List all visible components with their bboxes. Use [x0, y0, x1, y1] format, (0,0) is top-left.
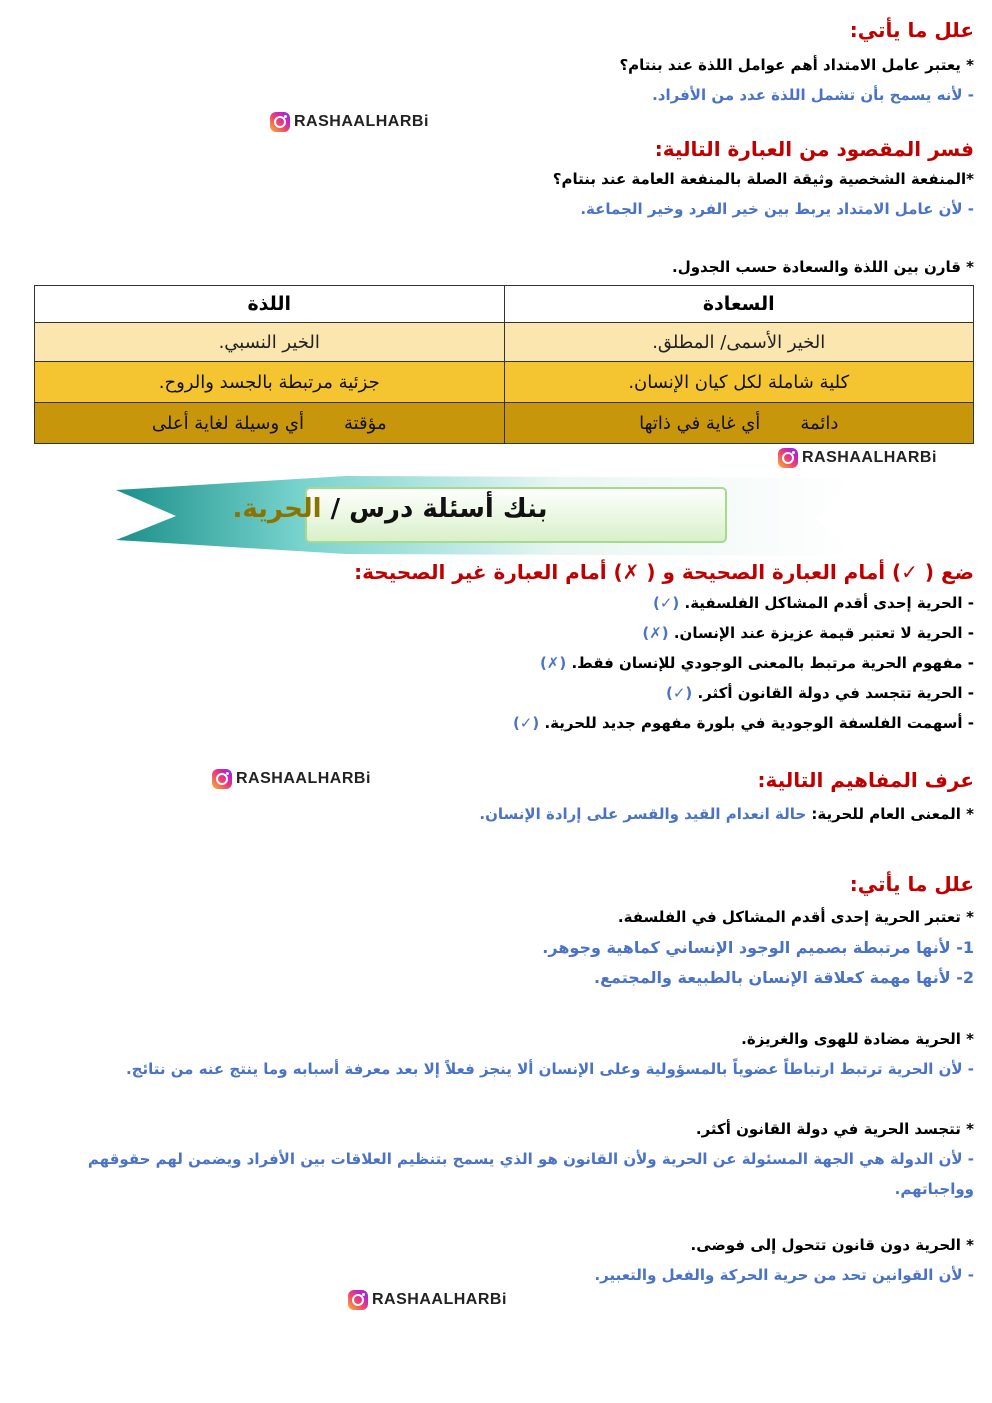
- instagram-watermark: RASHAALHARBi: [212, 769, 371, 789]
- column-header-happiness: السعادة: [504, 286, 974, 323]
- table-row: [35, 362, 974, 403]
- table-row: [35, 403, 974, 444]
- table-cell: الخير النسبي.: [35, 323, 505, 362]
- table-cell: دائمةأي غاية في ذاتها: [504, 403, 974, 444]
- instagram-icon: [348, 1290, 368, 1310]
- list-item: - أسهمت الفلسفة الوجودية في بلورة مفهوم جديد للحرية. (✓): [512, 714, 974, 732]
- instagram-watermark: RASHAALHARBi: [778, 448, 937, 468]
- section-heading-reasons-2: علل ما يأتي:: [849, 872, 974, 896]
- instagram-watermark: RASHAALHARBi: [270, 112, 429, 132]
- instagram-watermark: RASHAALHARBi: [348, 1290, 507, 1310]
- column-header-pleasure: اللذة: [35, 286, 505, 323]
- list-item: - الحرية تتجسد في دولة القانون أكثر. (✓): [665, 684, 974, 702]
- list-item: - مفهوم الحرية مرتبط بالمعنى الوجودي للإنسان فقط. (✗): [539, 654, 974, 672]
- table-cell: كلية شاملة لكل كيان الإنسان.: [504, 362, 974, 403]
- list-item: - الحرية إحدى أقدم المشاكل الفلسفية. (✓): [653, 594, 974, 612]
- answer-line: - لأن الدولة هي الجهة المسئولة عن الحرية ولأن القانون هو الذي يسمح بتنظيم العلاقات بين الأفراد ويضمن لهم حقوقهم: [87, 1150, 974, 1168]
- comparison-table: [34, 285, 974, 444]
- instagram-icon: [778, 448, 798, 468]
- table-cell: الخير الأسمى/ المطلق.: [504, 323, 974, 362]
- compare-instruction: * قارن بين اللذة والسعادة حسب الجدول.: [672, 258, 974, 276]
- instagram-icon: [270, 112, 290, 132]
- question-oldest-problem: * تعتبر الحرية إحدى أقدم المشاكل في الفلسفة.: [617, 908, 974, 926]
- answer-line: 1- لأنها مرتبطة بصميم الوجود الإنساني كماهية وجوهر.: [542, 938, 974, 957]
- answer-extension-factor: - لأنه يسمح بأن تشمل اللذة عدد من الأفراد.: [652, 86, 974, 104]
- definition-line: * المعنى العام للحرية: حالة انعدام القيد والقسر على إرادة الإنسان.: [479, 805, 974, 823]
- table-cell: مؤقتةأي وسيلة لغاية أعلى: [35, 403, 505, 444]
- table-cell: جزئية مرتبطة بالجسد والروح.: [35, 362, 505, 403]
- answer-line: 2- لأنها مهمة كعلاقة الإنسان بالطبيعة والمجتمع.: [594, 968, 974, 987]
- answer-line: - لأن الحرية ترتبط ارتباطاً عضوياً بالمسؤولية وعلى الإنسان ألا ينجز فعلاً إلا بعد معرفة أسبابه وما ينتج عنه من نتائج.: [125, 1060, 974, 1078]
- table-row: [35, 323, 974, 362]
- answer-personal-utility: - لأن عامل الامتداد يربط بين خير الفرد وخير الجماعة.: [580, 200, 974, 218]
- question-personal-utility: *المنفعة الشخصية وثيقة الصلة بالمنفعة العامة عند بنتام؟: [552, 170, 974, 188]
- page-title: بنك أسئلة درس / الحرية.: [232, 494, 548, 524]
- section-heading-reasons-1: علل ما يأتي:: [849, 18, 974, 42]
- question-freedom-chaos: * الحرية دون قانون تتحول إلى فوضى.: [690, 1236, 974, 1254]
- section-heading-explain: فسر المقصود من العبارة التالية:: [654, 137, 974, 161]
- list-item: - الحرية لا تعتبر قيمة عزيزة عند الإنسان. (✗): [642, 624, 974, 642]
- question-against-desire: * الحرية مضادة للهوى والغريزة.: [741, 1030, 974, 1048]
- answer-line: - لأن القوانين تحد من حرية الحركة والفعل والتعبير.: [594, 1266, 974, 1284]
- question-law-state: * تتجسد الحرية في دولة القانون أكثر.: [695, 1120, 974, 1138]
- question-extension-factor: * يعتبر عامل الامتداد أهم عوامل اللذة عند بنتام؟: [619, 56, 974, 74]
- section-heading-truefalse: ضع ( ✓) أمام العبارة الصحيحة و ( ✗) أمام العبارة غير الصحيحة:: [354, 560, 974, 584]
- section-heading-define: عرف المفاهيم التالية:: [757, 768, 974, 792]
- answer-line: وواجباتهم.: [894, 1180, 974, 1198]
